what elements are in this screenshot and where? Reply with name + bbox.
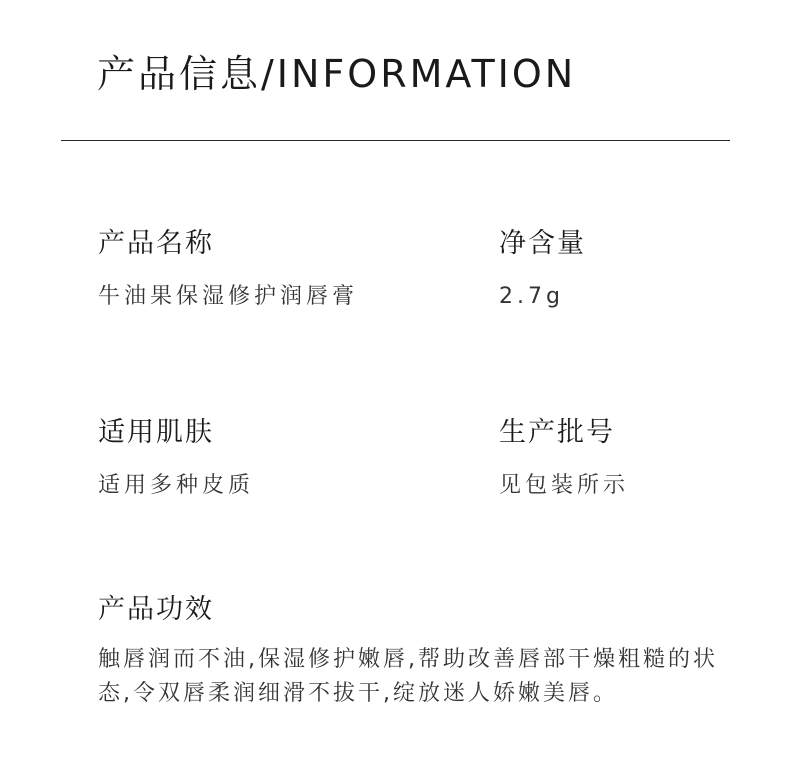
page-title: 产品信息/INFORMATION	[97, 52, 577, 96]
batch-number-section	[499, 415, 629, 501]
batch-number-label: 生产批号	[499, 417, 615, 448]
skin-type-value: 适用多种皮质	[98, 473, 255, 498]
net-content-value: 2.7g	[499, 284, 564, 309]
batch-number-value: 见包装所示	[499, 473, 630, 498]
product-effect-section	[98, 592, 728, 711]
product-effect-label: 产品功效	[98, 594, 214, 625]
skin-type-label: 适用肌肤	[98, 417, 214, 448]
title-divider	[61, 140, 730, 141]
product-effect-value: 触唇润而不油,保湿修护嫩唇,帮助改善唇部干燥粗糙的状态,令双唇柔润细滑不拔干,绽放迷人娇嫩美唇。	[98, 647, 718, 706]
product-name-value: 牛油果保湿修护润唇膏	[98, 284, 359, 309]
net-content-label: 净含量	[499, 228, 586, 259]
net-content-section	[499, 226, 586, 312]
product-name-label: 产品名称	[98, 228, 214, 259]
skin-type-section	[98, 415, 254, 501]
product-name-section	[98, 226, 358, 312]
